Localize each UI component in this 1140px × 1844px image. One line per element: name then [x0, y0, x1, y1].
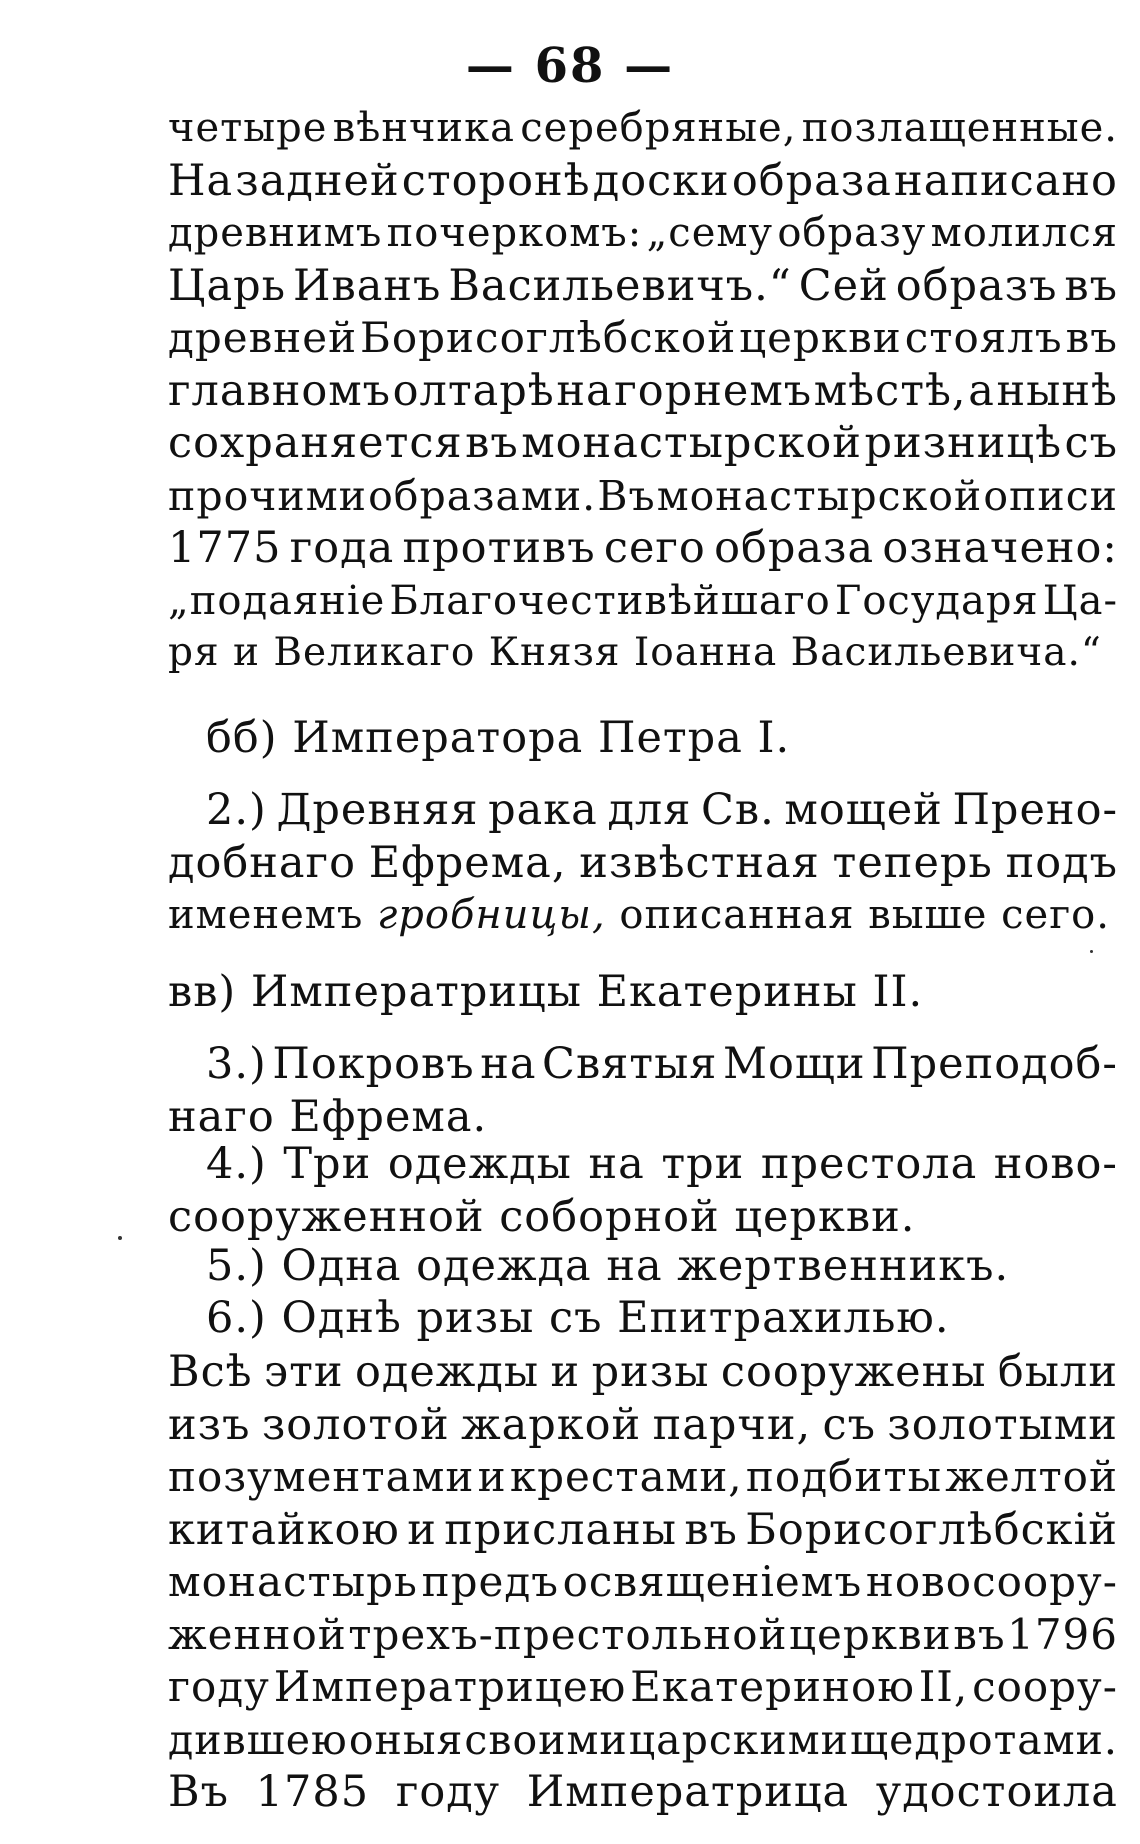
word: эти	[264, 1347, 344, 1397]
item-2	[168, 784, 1118, 942]
word: 4.)	[206, 1139, 267, 1189]
item-2-line-2	[168, 837, 1118, 890]
word: мѣстѣ,	[813, 365, 967, 416]
word: теперь	[832, 837, 993, 888]
paragraph-2-line-4	[168, 1504, 1118, 1557]
paragraph-1-line-11: ря и Великаго Князя Іоанна Васильевича.“	[168, 630, 1102, 675]
word: своими	[464, 1715, 628, 1764]
paragraph-1-line-3	[168, 207, 1118, 260]
word: извѣстная	[579, 837, 820, 888]
word: Въ	[597, 471, 656, 520]
word: Прено-	[952, 785, 1118, 835]
word: китайкою	[168, 1504, 400, 1555]
item-6	[168, 1292, 1118, 1345]
word: задней	[235, 155, 400, 206]
word: щедротами.	[850, 1715, 1118, 1764]
item-2-line-3: именемъ гробницы, описанная выше сего.	[168, 892, 1110, 938]
word: сохраняется	[168, 418, 463, 468]
paragraph-1	[168, 102, 1118, 680]
word: 2.)	[206, 785, 267, 835]
word: ризы	[591, 1347, 710, 1397]
paragraph-2-line-9	[168, 1766, 1118, 1819]
item-5	[168, 1240, 1118, 1293]
word: и	[407, 1504, 437, 1555]
item-4-line-1	[168, 1138, 1118, 1191]
word: древней	[168, 313, 358, 362]
word: а	[968, 365, 995, 416]
word: въ	[1065, 313, 1118, 362]
word: Васильевичъ.“	[448, 260, 792, 311]
word: Государя	[834, 577, 1039, 624]
word: II,	[918, 1662, 969, 1711]
word: Иванъ	[293, 260, 442, 311]
word: 3.)	[206, 1039, 267, 1089]
paragraph-2-line-7	[168, 1661, 1118, 1714]
word: одежды	[355, 1347, 540, 1397]
word: древнимъ	[168, 210, 383, 256]
paragraph-1-line-6	[168, 365, 1118, 418]
word: крестами,	[509, 1452, 743, 1501]
item-5-text: 5.) Одна одежда на жертвенникъ.	[206, 1241, 1010, 1291]
item-3-line-1	[168, 1038, 1118, 1091]
word: добнаго	[168, 837, 356, 888]
heading-vv-text: вв) Императрицы Екатерины II.	[168, 967, 924, 1017]
word: Императрица	[526, 1767, 850, 1817]
word: Борисоглѣбской	[360, 313, 737, 362]
word: образами.	[368, 471, 597, 520]
word: образъ	[895, 260, 1058, 311]
word: монастырской	[521, 418, 862, 468]
heading-bb-text: бб) Императора Петра I.	[206, 713, 791, 763]
heading-vv	[168, 966, 1118, 1019]
word: на	[480, 1039, 537, 1089]
scan-speck	[1090, 950, 1093, 953]
word: были	[997, 1347, 1118, 1397]
word: олтарѣ	[392, 365, 555, 416]
word: на	[588, 1139, 645, 1189]
word: Ца-	[1042, 577, 1118, 624]
word: золотой	[261, 1399, 450, 1450]
word: противъ	[402, 523, 596, 573]
word: трехъ-престольной	[348, 1609, 788, 1659]
word: предъ	[421, 1557, 559, 1606]
word: 1775	[168, 523, 282, 573]
word: года	[289, 523, 395, 573]
word: подбиты	[745, 1452, 943, 1501]
word: молился	[930, 210, 1118, 256]
paragraph-2	[168, 1346, 1118, 1819]
word: Три	[283, 1139, 372, 1189]
word: Екатериною	[630, 1662, 915, 1711]
word: рака	[488, 785, 598, 835]
word: золотыми	[887, 1399, 1118, 1450]
word: Императрицею	[273, 1662, 627, 1711]
word: дившею	[168, 1715, 348, 1764]
item-6-text: 6.) Однѣ ризы съ Епитрахилью.	[206, 1293, 950, 1343]
word: царскими	[628, 1715, 849, 1764]
word: въ	[953, 1609, 1006, 1659]
word: освященіемъ	[562, 1557, 863, 1606]
item-2-italic-word: гробницы,	[377, 892, 606, 938]
word: въ	[684, 1504, 738, 1555]
word: Благочестивѣйшаго	[389, 577, 831, 624]
word: стоялъ	[904, 313, 1063, 362]
word: Мощи	[723, 1039, 866, 1089]
word: монастырской	[656, 471, 983, 520]
word: жаркой	[461, 1399, 642, 1450]
word: парчи,	[652, 1399, 812, 1450]
paragraph-2-line-8	[168, 1714, 1118, 1767]
word: горнемъ	[614, 365, 813, 416]
word: монастырь	[168, 1557, 418, 1606]
word: нынѣ	[996, 365, 1118, 416]
word: написано	[894, 155, 1118, 206]
word: главномъ	[168, 365, 392, 416]
word: означено:	[882, 523, 1118, 573]
word: Царь	[168, 260, 287, 311]
word: образа	[731, 155, 892, 206]
word: на	[556, 365, 613, 416]
word: позументами	[168, 1452, 475, 1501]
word: сооружены	[720, 1347, 987, 1397]
word: вѣнчика	[332, 105, 515, 151]
heading-bb	[168, 712, 1118, 765]
word: три	[661, 1139, 745, 1189]
word: Ефрема,	[368, 837, 567, 888]
word: Св.	[700, 785, 775, 835]
word: для	[607, 785, 692, 835]
paragraph-2-line-3	[168, 1451, 1118, 1504]
word: 1785	[255, 1767, 370, 1817]
word: Святыя	[542, 1039, 718, 1089]
word: подъ	[1005, 837, 1118, 888]
word: образу	[777, 210, 927, 256]
word: Покровъ	[272, 1039, 475, 1089]
word: 1796	[1007, 1609, 1118, 1659]
item-3-line-2: наго Ефрема.	[168, 1091, 488, 1142]
word: прочими	[168, 471, 367, 520]
word: оныя	[348, 1715, 464, 1764]
paragraph-1-line-4	[168, 260, 1118, 313]
paragraph-2-line-2	[168, 1399, 1118, 1452]
word: описи	[983, 471, 1118, 520]
word: женной	[168, 1609, 347, 1659]
word: „сему	[646, 210, 774, 256]
word: ново-	[993, 1139, 1118, 1189]
word: соору-	[972, 1662, 1118, 1711]
word: Въ	[168, 1767, 229, 1817]
word: образа	[714, 523, 875, 573]
word: престола	[760, 1139, 978, 1189]
word: позлащенные.	[801, 105, 1118, 151]
word: и	[550, 1347, 581, 1397]
paragraph-1-line-1	[168, 102, 1118, 155]
word: съ	[822, 1399, 876, 1450]
word: году	[168, 1662, 270, 1711]
word: „подаяніе	[168, 577, 386, 624]
paragraph-1-line-7	[168, 417, 1118, 470]
word: церкви	[739, 313, 902, 362]
word: удостоила	[875, 1767, 1118, 1817]
item-4	[168, 1138, 1118, 1243]
word: съ	[1064, 418, 1118, 468]
word: серебряные,	[520, 105, 797, 151]
word: четыре	[168, 105, 328, 151]
word: одежды	[387, 1139, 572, 1189]
word: желтой	[945, 1452, 1118, 1501]
word: мощей	[784, 785, 943, 835]
page-number: — 68 —	[465, 38, 675, 94]
word: Сей	[798, 260, 889, 311]
word: году	[395, 1767, 501, 1817]
paragraph-2-line-6	[168, 1609, 1118, 1662]
paragraph-2-line-1	[168, 1346, 1118, 1399]
word: Борисоглѣбскій	[745, 1504, 1118, 1555]
word: сего	[603, 523, 706, 573]
item-4-line-2: сооруженной соборной церкви.	[168, 1191, 916, 1242]
word: присланы	[444, 1504, 677, 1555]
word: новосоору-	[865, 1557, 1118, 1606]
paragraph-1-line-5	[168, 312, 1118, 365]
paragraph-1-line-9	[168, 522, 1118, 575]
word: На	[168, 155, 234, 206]
word: ризницѣ	[864, 418, 1063, 468]
paragraph-1-line-8	[168, 470, 1118, 523]
paragraph-2-line-5	[168, 1556, 1118, 1609]
word: Древняя	[276, 785, 479, 835]
word: Преподоб-	[871, 1039, 1118, 1089]
paragraph-1-line-2	[168, 155, 1118, 208]
paragraph-1-line-10	[168, 575, 1118, 628]
scan-speck	[118, 1236, 122, 1240]
word: изъ	[168, 1399, 251, 1450]
word: церкви	[789, 1609, 952, 1659]
word: почеркомъ:	[386, 210, 643, 256]
item-3	[168, 1038, 1118, 1143]
word: доски	[592, 155, 730, 206]
word: и	[477, 1452, 507, 1501]
word: Всѣ	[168, 1347, 253, 1397]
item-2-line-1	[168, 784, 1118, 837]
word: въ	[465, 418, 519, 468]
word: сторонѣ	[401, 155, 591, 206]
word: въ	[1064, 260, 1118, 311]
